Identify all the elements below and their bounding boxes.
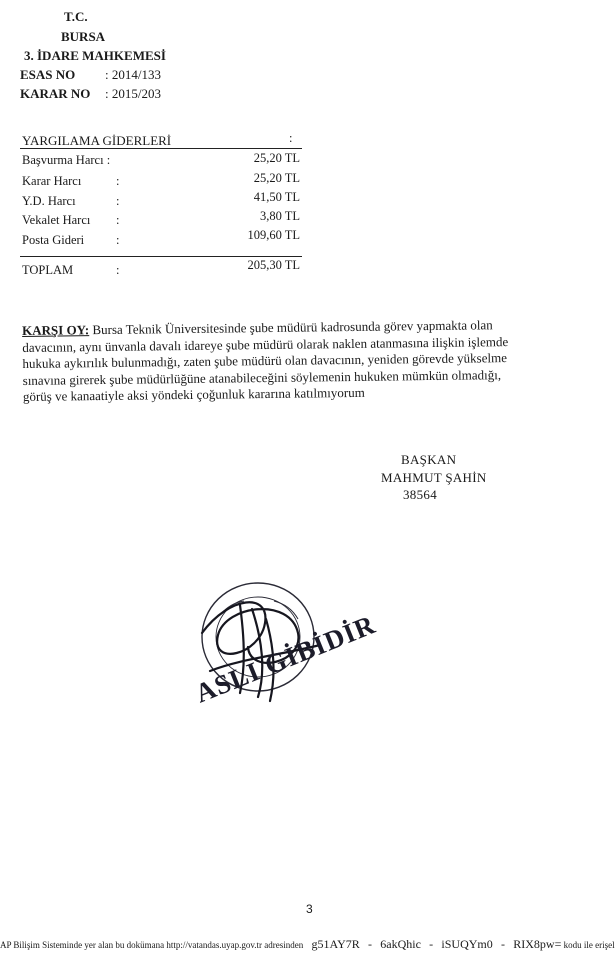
expense-label: Y.D. Harcı bbox=[22, 194, 76, 208]
expense-colon: : bbox=[116, 194, 120, 208]
verification-code: RIX8pw= bbox=[513, 937, 562, 951]
expense-label: Karar Harcı bbox=[22, 174, 82, 188]
total-colon: : bbox=[116, 263, 120, 277]
header-tc: T.C. bbox=[64, 9, 88, 24]
expense-amount: 3,80 TL bbox=[259, 209, 300, 223]
expense-colon: : bbox=[116, 213, 120, 227]
expenses-total-rule bbox=[20, 256, 302, 257]
verification-code: g51AY7R bbox=[311, 937, 360, 951]
total-label: TOPLAM bbox=[22, 263, 74, 277]
expense-colon: : bbox=[116, 174, 120, 188]
expense-label: Posta Gideri bbox=[22, 233, 85, 247]
header-court: 3. İDARE MAHKEMESİ bbox=[24, 48, 166, 63]
footer-verification bbox=[0, 937, 615, 952]
certified-copy-text: ASLI GİBİDİR bbox=[191, 609, 380, 709]
esas-no-value: : 2014/133 bbox=[105, 67, 161, 82]
footer-text: AP Bilişim Sisteminde yer alan bu dokümana http://vatandas.uyap.gov.tr adresinden bbox=[0, 940, 304, 950]
dissent-text: Bursa Teknik Üniversitesinde şube müdürü kadrosunda görev yapmakta olan bbox=[89, 317, 493, 338]
dissent-line: görüş ve kanaatiyle aksi yöndeki çoğunluk kararına katılmıyorum bbox=[22, 384, 365, 404]
certified-copy-stamp bbox=[170, 575, 390, 725]
expense-colon: : bbox=[116, 233, 120, 247]
dissent-label: KARŞI OY: bbox=[22, 322, 90, 338]
expense-label: Başvurma Harcı : bbox=[22, 153, 111, 167]
expense-amount: 25,20 TL bbox=[253, 151, 300, 165]
verification-code: iSUQYm0 bbox=[441, 937, 493, 951]
expense-amount: 25,20 TL bbox=[253, 171, 300, 185]
expenses-title-rule bbox=[20, 148, 302, 149]
expense-amount: 41,50 TL bbox=[253, 190, 300, 204]
total-amount: 205,30 TL bbox=[247, 258, 300, 272]
page-number: 3 bbox=[306, 902, 313, 916]
footer-trail: kodu ile erişel bbox=[563, 940, 615, 950]
expenses-title-colon: : bbox=[289, 131, 293, 145]
header-city: BURSA bbox=[61, 29, 106, 44]
karar-no-value: : 2015/203 bbox=[105, 86, 161, 101]
dissent-line: hukuka aykırılık bulunmadığı, zaten şube müdürü olan davacının, yeniden görevde yükselme bbox=[22, 350, 508, 371]
dissent-paragraph bbox=[22, 317, 509, 405]
expenses-title: YARGILAMA GİDERLERİ bbox=[22, 133, 172, 148]
dissent-line: sınavına girerek şube müdürlüğüne atanabileceğini söylemenin hukuken mümkün olmadığı, bbox=[22, 366, 502, 388]
code-separator: - bbox=[429, 937, 434, 951]
expense-amount: 109,60 TL bbox=[247, 228, 300, 242]
code-separator: - bbox=[368, 937, 373, 951]
code-separator: - bbox=[501, 937, 506, 951]
expense-label: Vekalet Harcı bbox=[22, 213, 91, 227]
signature-id: 38564 bbox=[403, 487, 437, 502]
esas-no-label: ESAS NO bbox=[20, 67, 76, 82]
verification-code: 6akQhic bbox=[380, 937, 421, 951]
signature-title: BAŞKAN bbox=[401, 452, 457, 467]
karar-no-label: KARAR NO bbox=[20, 86, 91, 101]
dissent-line: davacının, aynı ünvanla davalı idareye şube müdürü olarak naklen atanmasına ilişkin işlemde bbox=[22, 333, 509, 355]
signature-name: MAHMUT ŞAHİN bbox=[381, 470, 487, 485]
